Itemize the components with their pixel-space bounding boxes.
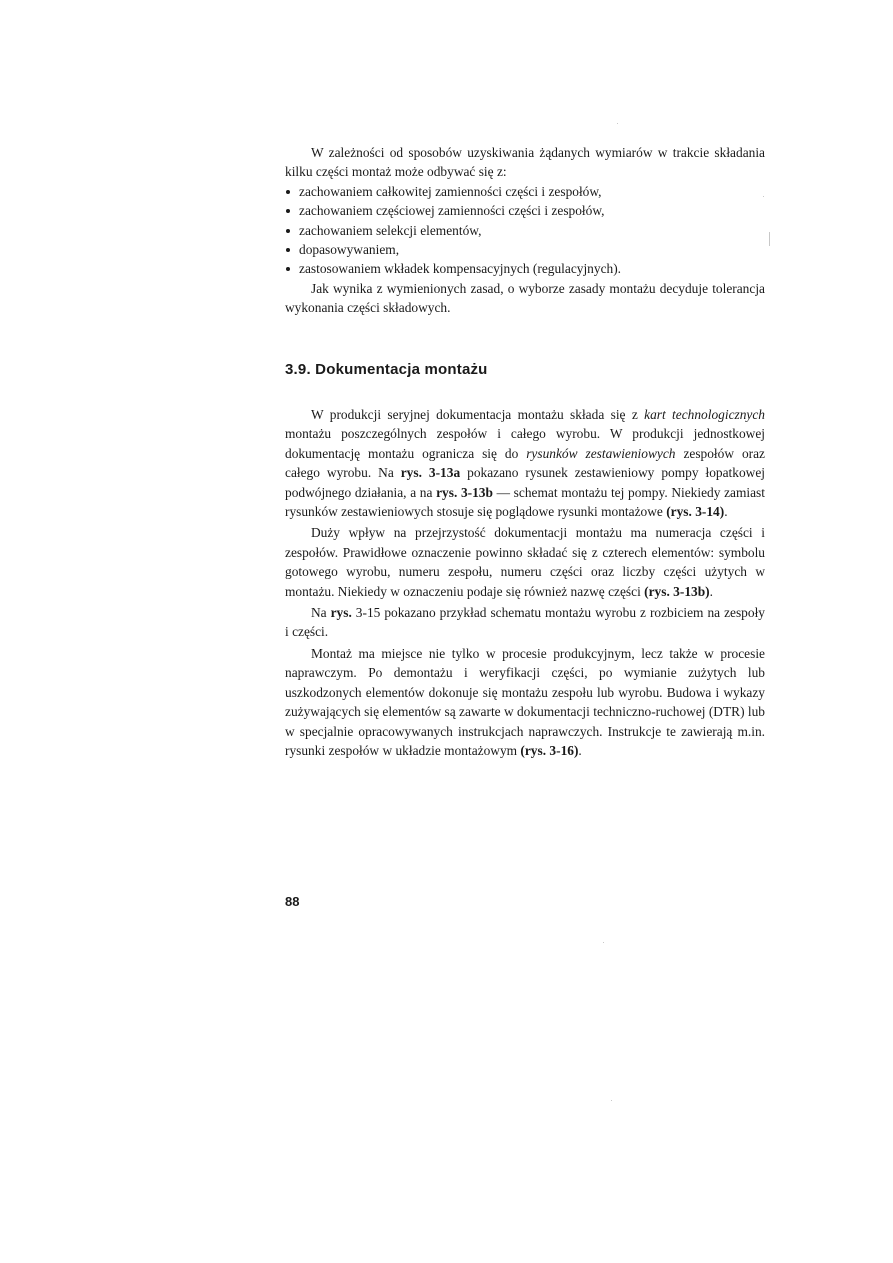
paragraph-text: pokazano rysunek zestawieniowy pompy łopatkowej podwójnego działania, a na bbox=[285, 465, 765, 500]
paragraph-text: — schemat montażu tej pompy. Niekiedy zamiast rysunków zestawieniowych stosuje się poglądowe rysunki montażowe bbox=[285, 484, 765, 520]
paragraph-text: 3-15 pokazano przykład schematu montażu wyrobu z rozbiciem na zespoły i części. bbox=[285, 605, 765, 640]
paragraph-text: Na bbox=[311, 605, 331, 621]
scan-speck bbox=[603, 942, 604, 943]
list-item: dopasowywaniem, bbox=[285, 240, 765, 259]
paragraph-text: . bbox=[724, 504, 728, 520]
section-body bbox=[285, 405, 765, 760]
paragraph-text: zespołów oraz całego wyrobu. Na bbox=[285, 445, 765, 481]
section-heading: 3.9. Dokumentacja montażu bbox=[285, 361, 488, 378]
intro-closing-paragraph: Jak wynika z wymienionych zasad, o wyborze zasady montażu decyduje tolerancja wykonania części składowych. bbox=[285, 280, 765, 316]
list-item: zachowaniem całkowitej zamienności części i zespołów, bbox=[285, 182, 765, 201]
intro-paragraph: W zależności od sposobów uzyskiwania żądanych wymiarów w trakcie składania kilku części montaż może odbywać się z: bbox=[285, 145, 765, 180]
list-item: zastosowaniem wkładek kompensacyjnych (regulacyjnych). bbox=[285, 259, 765, 278]
assembly-methods-list bbox=[285, 182, 765, 279]
paragraph-1 bbox=[285, 405, 765, 521]
italic-term: rysunków zestawieniowych bbox=[526, 445, 676, 461]
intro-block bbox=[285, 143, 765, 318]
paragraph-text: . bbox=[578, 742, 582, 758]
list-item: zachowaniem selekcji elementów, bbox=[285, 221, 765, 240]
figure-reference: rys. 3-13a bbox=[400, 465, 461, 481]
figure-reference: rys. bbox=[330, 605, 352, 621]
paragraph-text: Montaż ma miejsce nie tylko w procesie produkcyjnym, lecz także w procesie naprawczym. Po demontażu i weryfikacji części, po wymianie zużytych lub uszkodzonych elementów dokonuje się montażu zespołu lub wyrobu. Budowa i wykazy zużywających się elementów są zawarte w dokumentacji techniczno-ruchowej (DTR) lub w specjalnie opracowywanych instrukcjach naprawczych. Instrukcje te zawierają m.in. rysunki zespołów w układzie montażowym bbox=[285, 645, 766, 758]
paragraph-text: . bbox=[709, 583, 713, 599]
figure-reference: (rys. 3-16) bbox=[520, 742, 579, 758]
figure-reference: rys. 3-13b bbox=[436, 484, 493, 500]
paragraph-3 bbox=[285, 603, 765, 642]
paragraph-4 bbox=[285, 644, 765, 760]
italic-term: kart technologicznych bbox=[644, 407, 765, 422]
list-item: zachowaniem częściowej zamienności części i zespołów, bbox=[285, 201, 765, 220]
figure-reference: (rys. 3-13b) bbox=[644, 583, 710, 599]
paragraph-text: Duży wpływ na przejrzystość dokumentacji montażu ma numeracja części i zespołów. Prawidłowe oznaczenie powinno składać się z czterech elementów: symbolu gotowego wyrobu, numeru zespołu, numeru części oraz liczby części użytych w montażu. Niekiedy w oznaczeniu podaje się również nazwę części bbox=[285, 525, 765, 599]
scan-speck bbox=[769, 232, 770, 246]
scan-speck bbox=[617, 123, 618, 124]
scan-speck bbox=[611, 1100, 612, 1101]
scan-speck bbox=[763, 196, 764, 197]
paragraph-2 bbox=[285, 523, 765, 601]
paragraph-text: montażu poszczególnych zespołów i całego wyrobu. W produkcji jednostkowej dokumentację montażu ogranicza się do bbox=[285, 426, 765, 461]
page-number: 88 bbox=[285, 894, 300, 909]
figure-reference: (rys. 3-14) bbox=[666, 504, 725, 520]
paragraph-text: W produkcji seryjnej dokumentacja montażu składa się z bbox=[311, 407, 645, 422]
